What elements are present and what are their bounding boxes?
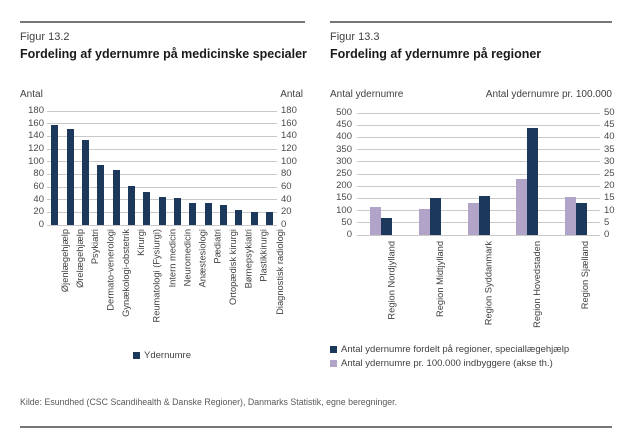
y-tick-label-right: 25 <box>604 168 615 179</box>
legend-label: Ydernumre <box>144 350 191 361</box>
figure-title-left: Fordeling af ydernumre på medicinske specialer <box>20 47 307 61</box>
gridline <box>357 235 600 236</box>
gridline <box>47 123 277 124</box>
category-label: Dermato-venerologi <box>105 229 116 311</box>
bar <box>527 128 538 235</box>
bar <box>51 125 58 225</box>
category-label: Diagnostisk radiologi <box>274 229 285 315</box>
category-label: Ørelægehjælp <box>75 229 85 288</box>
bar <box>113 170 120 225</box>
category-label: Region Midtjylland <box>434 241 445 317</box>
category-label: Region Hovedstaden <box>532 241 543 328</box>
category-label: Anæstesiologi <box>197 229 208 288</box>
category-label: Intern medicin <box>167 229 177 288</box>
bar <box>189 203 196 225</box>
y-tick-label-left: 400 <box>336 131 352 143</box>
bar <box>159 197 166 226</box>
gridline <box>47 111 277 112</box>
y-tick-label-left: 100 <box>336 204 352 216</box>
y-tick-label-left: 20 <box>33 206 44 218</box>
legend-swatch <box>330 346 337 353</box>
gridline <box>47 212 277 213</box>
bar <box>381 218 392 235</box>
y-tick-label-left: 350 <box>336 143 352 155</box>
bar <box>220 205 227 225</box>
y-tick-label-right: 180 <box>281 105 297 116</box>
category-label: Pædiatri <box>213 229 223 264</box>
category-label: Kirurgi <box>136 229 147 256</box>
y-tick-label-left: 80 <box>33 168 44 180</box>
legend-regioner <box>330 344 630 372</box>
gridline <box>357 137 600 138</box>
gridline <box>47 187 277 188</box>
category-label: Gynækologi-obstetrik <box>121 229 131 317</box>
y-tick-label-right: 20 <box>604 180 615 192</box>
y-tick-label-left: 40 <box>33 193 44 205</box>
y-tick-label-right: 0 <box>604 229 610 240</box>
y-tick-label-left: 100 <box>28 155 44 167</box>
gridline <box>357 161 600 162</box>
separator-rule-bottom <box>20 426 612 428</box>
bar <box>430 198 441 235</box>
legend-label: Antal ydernumre pr. 100.000 indbyggere (akse th.) <box>341 358 553 369</box>
gridline <box>47 161 277 162</box>
bar <box>82 140 89 225</box>
source-note: Kilde: Esundhed (CSC Scandihealth & Danske Regioner), Danmarks Statistik, egne beregninger. <box>20 397 398 407</box>
legend-item <box>133 350 191 361</box>
bar <box>419 209 430 235</box>
y-tick-label-left: 300 <box>336 155 352 167</box>
category-label: Børnepsykiatri <box>243 229 254 289</box>
category-label: Neuromedicin <box>182 229 193 287</box>
gridline <box>357 149 600 150</box>
y-tick-label-right: 35 <box>604 143 615 155</box>
y-tick-label-left: 500 <box>336 107 352 118</box>
y-axis-title-ydernumre: Antal ydernumre <box>330 89 404 100</box>
y-tick-label-left: 250 <box>336 168 352 179</box>
legend-item <box>330 344 630 355</box>
bar <box>205 203 212 225</box>
y-axis-title-left: Antal <box>20 89 43 100</box>
y-tick-label-left: 200 <box>336 180 352 192</box>
separator-rule-top-left <box>20 21 305 23</box>
legend-swatch <box>133 352 140 359</box>
y-axis-title-pr-100000: Antal ydernumre pr. 100.000 <box>485 89 612 100</box>
bar <box>370 207 381 235</box>
category-label: Reumatologi (Fysiurgi) <box>151 229 162 323</box>
bar <box>128 186 135 225</box>
y-tick-label-right: 45 <box>604 119 615 131</box>
y-tick-label-right: 60 <box>281 181 292 192</box>
y-tick-label-right: 160 <box>281 117 297 129</box>
y-tick-label-left: 160 <box>28 117 44 129</box>
bar <box>576 203 587 235</box>
separator-rule-top-right <box>330 21 612 23</box>
y-tick-label-right: 40 <box>281 193 292 205</box>
category-label: Region Nordjylland <box>386 241 397 320</box>
y-tick-label-right: 15 <box>604 192 615 204</box>
legend-label: Antal ydernumre fordelt på regioner, speciallægehjælp <box>341 344 570 355</box>
figure-label-left: Figur 13.2 <box>20 31 70 43</box>
bar <box>479 196 490 235</box>
category-label: Øjenlægehjælp <box>59 229 70 293</box>
gridline <box>47 174 277 175</box>
gridline <box>357 198 600 199</box>
bar <box>235 210 242 225</box>
bar <box>516 179 527 235</box>
category-label: Ortopædisk kirurgi <box>228 229 239 305</box>
gridline <box>357 222 600 223</box>
y-tick-label-left: 120 <box>28 143 44 154</box>
legend-swatch <box>330 360 337 367</box>
y-tick-label-left: 50 <box>341 216 352 228</box>
figure-label-right: Figur 13.3 <box>330 31 380 43</box>
figure-title-right: Fordeling af ydernumre på regioner <box>330 47 542 61</box>
y-tick-label-left: 140 <box>28 130 44 142</box>
y-tick-label-right: 5 <box>604 216 610 228</box>
bar <box>251 212 258 225</box>
y-tick-label-right: 30 <box>604 155 615 167</box>
y-tick-label-left: 450 <box>336 119 352 131</box>
y-tick-label-right: 40 <box>604 131 615 143</box>
gridline <box>47 225 277 226</box>
category-label: Region Sjælland <box>580 241 591 310</box>
gridline <box>357 113 600 114</box>
category-label: Plastikkirurgi <box>259 229 269 282</box>
bar <box>97 165 104 225</box>
y-tick-label-right: 120 <box>281 143 297 154</box>
y-axis-title-right: Antal <box>280 89 303 100</box>
bar <box>468 203 479 235</box>
bar <box>174 198 181 225</box>
y-tick-label-left: 0 <box>38 219 44 230</box>
y-tick-label-left: 60 <box>33 181 44 192</box>
y-tick-label-right: 50 <box>604 107 615 118</box>
y-tick-label-right: 20 <box>281 206 292 218</box>
category-label: Psykiatri <box>90 229 101 265</box>
gridline <box>47 136 277 137</box>
gridline <box>357 125 600 126</box>
bar <box>266 212 273 225</box>
y-tick-label-right: 0 <box>281 219 287 230</box>
y-tick-label-left: 150 <box>336 192 352 204</box>
legend-specialer <box>47 350 277 364</box>
y-tick-label-right: 100 <box>281 155 297 167</box>
gridline <box>357 210 600 211</box>
gridline <box>357 186 600 187</box>
y-tick-label-left: 180 <box>28 105 44 116</box>
bar <box>565 197 576 235</box>
legend-item <box>330 358 630 369</box>
gridline <box>47 149 277 150</box>
gridline <box>357 174 600 175</box>
y-tick-label-right: 140 <box>281 130 297 142</box>
y-tick-label-right: 80 <box>281 168 292 180</box>
y-tick-label-right: 10 <box>604 204 615 216</box>
y-tick-label-left: 0 <box>346 229 352 240</box>
gridline <box>47 199 277 200</box>
bar <box>67 129 74 225</box>
category-label: Region Syddanmark <box>483 241 494 326</box>
bar <box>143 192 150 225</box>
